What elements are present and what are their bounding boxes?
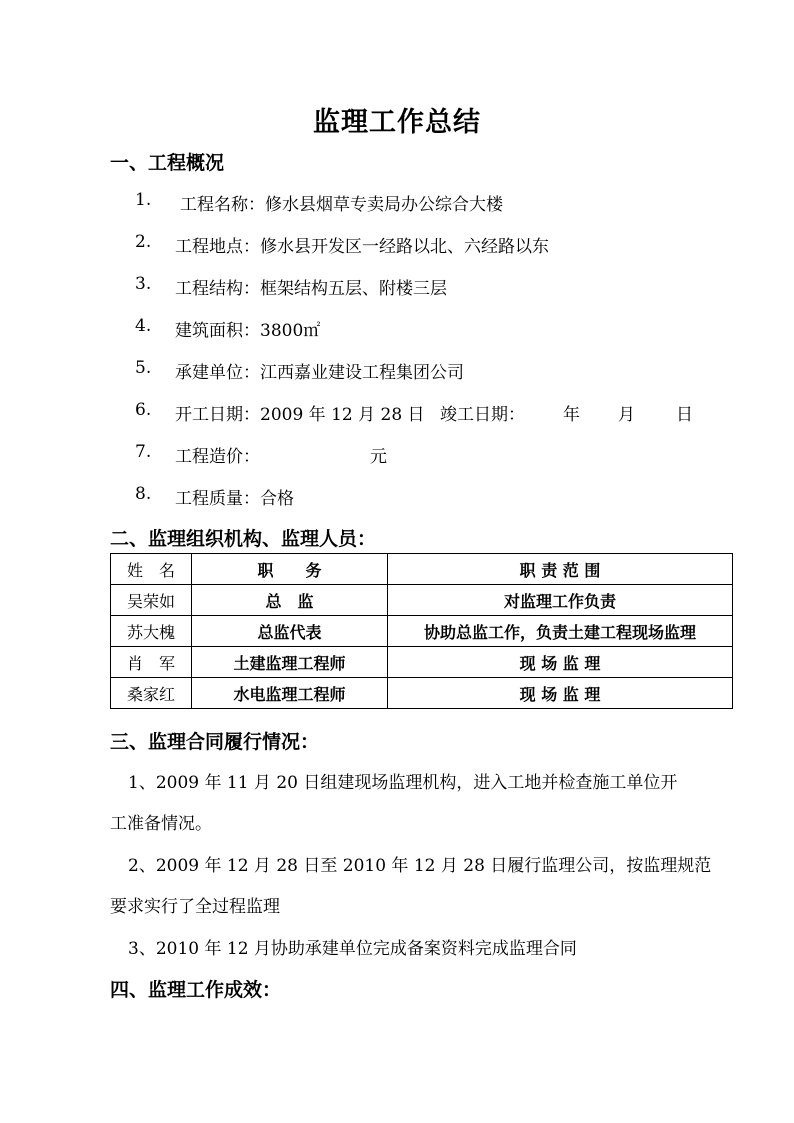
section-heading-overview: 一、工程概况 bbox=[110, 152, 225, 174]
header-name: 姓 名 bbox=[111, 554, 192, 585]
table-row bbox=[111, 585, 733, 616]
paragraph-2-line-1: 2、2009 年 12 月 28 日至 2010 年 12 月 28 日履行监理公司，按监理规范 bbox=[128, 856, 712, 876]
staff-name: 桑家红 bbox=[111, 678, 192, 709]
project-location: 工程地点：修水县开发区一经路以北、六经路以东 bbox=[175, 237, 549, 257]
section-heading-results: 四、监理工作成效： bbox=[110, 979, 282, 1001]
staff-position: 总监代表 bbox=[192, 616, 388, 647]
section-heading-contract: 三、监理合同履行情况： bbox=[110, 731, 320, 753]
project-cost: 工程造价： bbox=[175, 447, 260, 467]
building-area: 建筑面积：3800㎡ bbox=[175, 321, 321, 341]
table-row bbox=[111, 647, 733, 678]
item-number: 5. bbox=[135, 358, 152, 378]
staff-name: 苏大槐 bbox=[111, 616, 192, 647]
staff-responsibility: 现 场 监 理 bbox=[388, 678, 733, 709]
start-date: 开工日期：2009 年 12 月 28 日 bbox=[175, 405, 425, 425]
item-number: 7. bbox=[135, 442, 152, 462]
paragraph-2-line-2: 要求实行了全过程监理 bbox=[110, 897, 280, 917]
completion-year-label: 年 bbox=[563, 405, 580, 425]
staff-name: 肖 军 bbox=[111, 647, 192, 678]
item-number: 6. bbox=[135, 400, 152, 420]
completion-month-label: 月 bbox=[618, 405, 635, 425]
table-row bbox=[111, 678, 733, 709]
completion-date-label: 竣工日期： bbox=[440, 405, 525, 425]
completion-day-label: 日 bbox=[676, 405, 693, 425]
table-header-row bbox=[111, 554, 733, 585]
item-number: 4. bbox=[135, 316, 152, 336]
staff-position: 土建监理工程师 bbox=[192, 647, 388, 678]
item-number: 8. bbox=[135, 484, 152, 504]
section-heading-staff: 二、监理组织机构、监理人员： bbox=[110, 528, 377, 550]
project-structure: 工程结构：框架结构五层、附楼三层 bbox=[175, 279, 447, 299]
project-name: 工程名称：修水县烟草专卖局办公综合大楼 bbox=[180, 195, 503, 215]
paragraph-1-line-1: 1、2009 年 11 月 20 日组建现场监理机构，进入工地并检查施工单位开 bbox=[128, 773, 678, 793]
staff-responsibility: 现 场 监 理 bbox=[388, 647, 733, 678]
contractor: 承建单位：江西嘉业建设工程集团公司 bbox=[175, 363, 464, 383]
item-number: 2. bbox=[135, 232, 152, 252]
staff-position: 总 监 bbox=[192, 585, 388, 616]
table-row bbox=[111, 616, 733, 647]
project-quality: 工程质量：合格 bbox=[175, 489, 294, 509]
item-number: 3. bbox=[135, 274, 152, 294]
staff-responsibility: 对监理工作负责 bbox=[388, 585, 733, 616]
paragraph-1-line-2: 工准备情况。 bbox=[110, 814, 212, 834]
staff-table bbox=[110, 553, 733, 709]
staff-name: 吴荣如 bbox=[111, 585, 192, 616]
paragraph-3-line-1: 3、2010 年 12 月协助承建单位完成备案资料完成监理合同 bbox=[128, 939, 577, 959]
header-position: 职 务 bbox=[192, 554, 388, 585]
header-responsibility: 职 责 范 围 bbox=[388, 554, 733, 585]
page-title: 监理工作总结 bbox=[313, 107, 481, 138]
staff-position: 水电监理工程师 bbox=[192, 678, 388, 709]
staff-responsibility: 协助总监工作，负责土建工程现场监理 bbox=[388, 616, 733, 647]
cost-unit: 元 bbox=[370, 447, 387, 467]
item-number: 1. bbox=[135, 190, 152, 210]
